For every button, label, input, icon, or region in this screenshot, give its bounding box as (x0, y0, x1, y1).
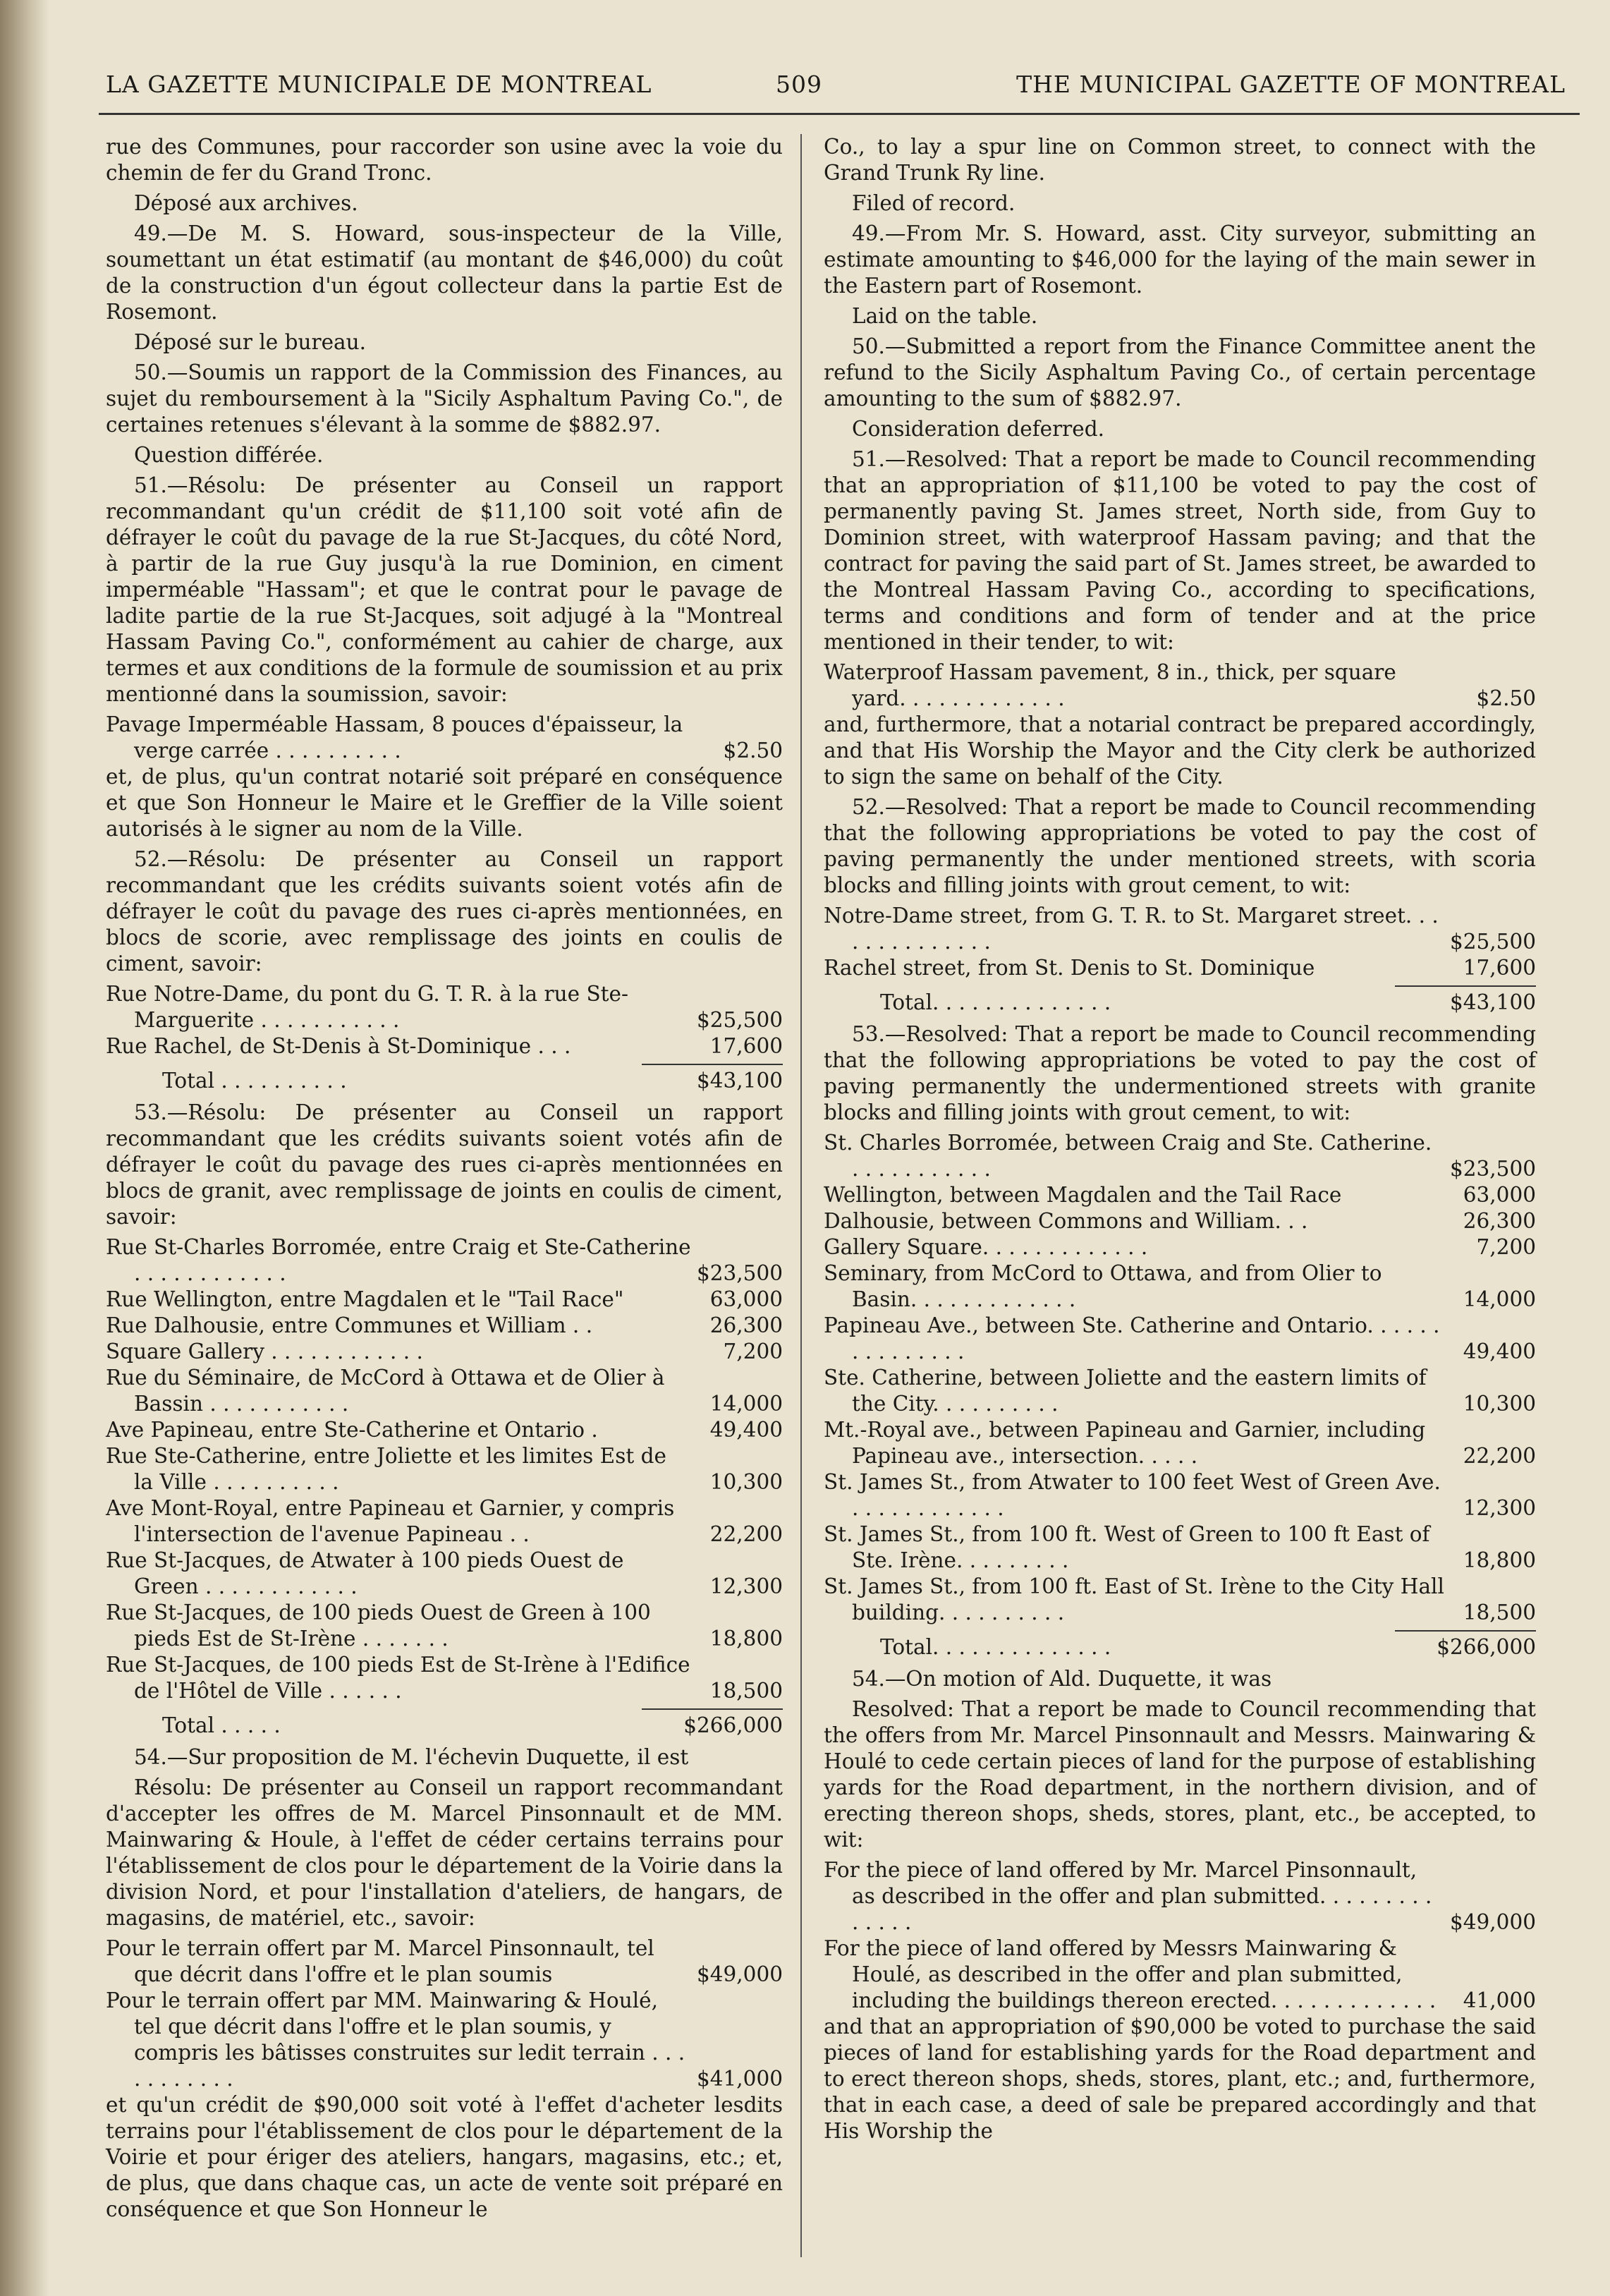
list-item: Wellington, between Magdalen and the Tail Race 63,000 (824, 1183, 1536, 1207)
paragraph: Déposé aux archives. (134, 191, 358, 215)
column-divider (800, 134, 802, 2257)
paragraph: Resolved: That a report be made to Council recommending that the offers from Mr. Marcel Pinsonnault and Messrs. Mainwaring & Houlé to cede certain pieces of land for the purpose of establishing yards for the Road department, in the northern division, and of erecting thereon shops, sheds, stores, plant, etc., be accepted, to wit: (824, 1697, 1536, 1852)
list-item: Rue Notre-Dame, du pont du G. T. R. à la rue Ste-Marguerite . . . . . . . . . . . $25,500 (106, 982, 783, 1032)
paragraph: 49.—De M. S. Howard, sous-inspecteur de la Ville, soumettant un état estimatif (au montant de $46,000) du coût de la construction d'un égout collecteur dans la partie Est de Rosemont. (106, 221, 783, 324)
list-item: Ste. Catherine, between Joliette and the eastern limits of the City. . . . . . . . . . 10,300 (824, 1366, 1536, 1416)
list-item: Pour le terrain offert par MM. Mainwaring & Houlé, tel que décrit dans l'offre et le plan soumis, y compris les bâtisses construites sur ledit terrain . . . . . . . . . . . $41,000 (106, 1988, 783, 2091)
page-number: 509 (776, 71, 822, 98)
english-column (824, 134, 1536, 2149)
list-item: Rue Dalhousie, entre Communes et William . . 26,300 (106, 1313, 783, 1337)
list-item: Rue St-Jacques, de 100 pieds Est de St-Irène à l'Edifice de l'Hôtel de Ville . . . . . . 18,500 (106, 1653, 783, 1703)
list-item: For the piece of land offered by Mr. Marcel Pinsonnault, as described in the offer and plan submitted. . . . . . . . . . . . . . $49,000 (824, 1858, 1536, 1934)
appropriation-list (106, 1234, 783, 1704)
paragraph: 51.—Resolved: That a report be made to Council recommending that an appropriation of $11,100 be voted to pay the cost of permanently paving St. James street, North side, from Guy to Dominion street, with waterproof Hassam paving; and that the contract for paving the said part of St. James street, be awarded to the Montreal Hassam Paving Co., according to specifications, terms and conditions and form of tender and at the price mentioned in their tender, to wit: (824, 447, 1536, 654)
list-item: Gallery Square. . . . . . . . . . . . . 7,200 (824, 1235, 1536, 1259)
paragraph: rue des Communes, pour raccorder son usine avec la voie du chemin de fer du Grand Tronc. (106, 135, 783, 185)
list-item: Rue St-Charles Borromée, entre Craig et Ste-Catherine . . . . . . . . . . . . $23,500 (106, 1235, 783, 1285)
paragraph: 52.—Résolu: De présenter au Conseil un rapport recommandant que les crédits suivants soient votés afin de défrayer le coût du pavage des rues ci-après mentionnées, en blocs de scorie, avec remplissage des joints en coulis de ciment, savoir: (106, 847, 783, 976)
list-item: Notre-Dame street, from G. T. R. to St. Margaret street. . . . . . . . . . . . . . $25,500 (824, 904, 1536, 954)
paragraph: Laid on the table. (852, 304, 1038, 328)
list-item: Rue Ste-Catherine, entre Joliette et les limites Est de la Ville . . . . . . . . . . 10,300 (106, 1444, 783, 1494)
header-rule (99, 113, 1580, 115)
paragraph: Filed of record. (852, 191, 1016, 215)
paragraph: 54.—On motion of Ald. Duquette, it was (852, 1667, 1272, 1691)
list-item: Waterproof Hassam pavement, 8 in., thick, per square yard. . . . . . . . . . . . . $2.50 (824, 660, 1536, 710)
appropriation-list (824, 1130, 1536, 1626)
list-item: Ave Papineau, entre Ste-Catherine et Ontario . 49,400 (106, 1418, 783, 1442)
gazette-page (63, 56, 1580, 2271)
sum-rule (642, 1708, 783, 1710)
french-column (106, 134, 783, 2227)
header-english-title: THE MUNICIPAL GAZETTE OF MONTREAL (1016, 71, 1566, 98)
paragraph: 50.—Submitted a report from the Finance Committee anent the refund to the Sicily Asphaltum Paving Co., of certain percentage amounting to the sum of $882.97. (824, 334, 1536, 411)
total-row: Total. . . . . . . . . . . . . . $43,100 (880, 990, 1536, 1014)
page-header (63, 56, 1580, 106)
total-row: Total. . . . . . . . . . . . . . $266,000 (880, 1635, 1536, 1659)
list-item: St. James St., from 100 ft. East of St. Irène to the City Hall building. . . . . . . . . . 18,500 (824, 1574, 1536, 1624)
paragraph: 50.—Soumis un rapport de la Commission des Finances, au sujet du remboursement à la "Sicily Asphaltum Paving Co.", de certaines retenues s'élevant à la somme de $882.97. (106, 360, 783, 437)
list-item: Papineau Ave., between Ste. Catherine and Ontario. . . . . . . . . . . . . . . 49,400 (824, 1313, 1536, 1363)
paragraph: 51.—Résolu: De présenter au Conseil un rapport recommandant qu'un crédit de $11,100 soit voté afin de défrayer le coût du pavage de la rue St-Jacques, du côté Nord, à partir de la rue Guy jusqu'à la rue Dominion, en ciment imperméable "Hassam"; et que le contrat pour le pavage de ladite partie de la rue St-Jacques, soit adjugé à la "Montreal Hassam Paving Co.", conformément au cahier de charge, aux termes et aux conditions de la formule de soumission et au prix mentionné dans la soumission, savoir: (106, 473, 783, 706)
paragraph: 53.—Résolu: De présenter au Conseil un rapport recommandant que les crédits suivants soient votés afin de défrayer le coût du pavage des rues ci-après mentionnées en blocs de granit, avec remplissage de joints en coulis de ciment, savoir: (106, 1100, 783, 1229)
sum-rule (642, 1064, 783, 1065)
header-french-title: LA GAZETTE MUNICIPALE DE MONTREAL (106, 71, 652, 98)
paragraph: 52.—Resolved: That a report be made to Council recommending that the following appropriations be voted to pay the cost of paving permanently the under mentioned streets, with scoria blocks and filling joints with grout cement, to wit: (824, 795, 1536, 897)
list-item: Seminary, from McCord to Ottawa, and from Olier to Basin. . . . . . . . . . . . . 14,000 (824, 1261, 1536, 1311)
list-item: Dalhousie, between Commons and William. . . 26,300 (824, 1209, 1536, 1233)
list-item: Rue Rachel, de St-Denis à St-Dominique . . . 17,600 (106, 1034, 783, 1058)
list-item: Mt.-Royal ave., between Papineau and Garnier, including Papineau ave., intersection. . . . . 22,200 (824, 1418, 1536, 1468)
paragraph: and that an appropriation of $90,000 be voted to purchase the said pieces of land for establishing yards for the Road department and to erect thereon shops, sheds, stores, plant, etc.; and, furthermore, that in each case, a deed of sale be prepared accordingly and that His Worship the (824, 2015, 1536, 2143)
sum-rule (1395, 1630, 1536, 1632)
paragraph: et, de plus, qu'un contrat notarié soit préparé en conséquence et que Son Honneur le Maire et le Greffier de la Ville soient autorisés à le signer au nom de la Ville. (106, 765, 783, 841)
book-spine-shadow (0, 0, 49, 2296)
paragraph: Consideration deferred. (852, 417, 1105, 441)
paragraph: 54.—Sur proposition de M. l'échevin Duquette, il est (134, 1745, 689, 1769)
list-item: Pour le terrain offert par M. Marcel Pinsonnault, tel que décrit dans l'offre et le plan soumis $49,000 (106, 1936, 783, 1986)
paragraph: 53.—Resolved: That a report be made to Council recommending that the following appropriations be voted to pay the cost of paving permanently the undermentioned streets with granite blocks and filling joints with grout cement, to wit: (824, 1022, 1536, 1124)
paragraph: 49.—From Mr. S. Howard, asst. City surveyor, submitting an estimate amounting to $46,000 for the laying of the main sewer in the Eastern part of Rosemont. (824, 221, 1536, 298)
list-item: Pavage Imperméable Hassam, 8 pouces d'épaisseur, la verge carrée . . . . . . . . . . $2.50 (106, 712, 783, 763)
list-item: Rue Wellington, entre Magdalen et le "Tail Race" 63,000 (106, 1287, 783, 1311)
list-item: Rue St-Jacques, de Atwater à 100 pieds Ouest de Green . . . . . . . . . . . . 12,300 (106, 1548, 783, 1598)
list-item: Rue St-Jacques, de 100 pieds Ouest de Green à 100 pieds Est de St-Irène . . . . . . . 18,800 (106, 1600, 783, 1651)
paragraph: Co., to lay a spur line on Common street, to connect with the Grand Trunk Ry line. (824, 135, 1536, 185)
paragraph: Déposé sur le bureau. (134, 330, 367, 354)
list-item: St. James St., from 100 ft. West of Green to 100 ft East of Ste. Irène. . . . . . . . . 18,800 (824, 1522, 1536, 1572)
list-item: For the piece of land offered by Messrs Mainwaring & Houlé, as described in the offer and plan submitted, including the buildings thereon erected. . . . . . . . . . . . . 41,000 (824, 1936, 1536, 2012)
list-item: St. James St., from Atwater to 100 feet West of Green Ave. . . . . . . . . . . . . 12,300 (824, 1470, 1536, 1520)
paragraph: Question différée. (134, 443, 324, 467)
total-row: Total . . . . . $266,000 (162, 1713, 783, 1737)
total-row: Total . . . . . . . . . . $43,100 (162, 1069, 783, 1093)
paragraph: Résolu: De présenter au Conseil un rapport recommandant d'accepter les offres de M. Marcel Pinsonnault et de MM. Mainwaring & Houle, à l'effet de céder certains terrains pour l'établissement de clos pour le département de la Voirie dans la division Nord, et pour l'installation d'ateliers, de hangars, de magasins, de matériel, etc., savoir: (106, 1775, 783, 1930)
paragraph: et qu'un crédit de $90,000 soit voté à l'effet d'acheter lesdits terrains pour l'établissement de clos pour le département de la Voirie et pour ériger des ateliers, hangars, magasins, etc.; et, de plus, que dans chaque cas, un acte de vente soit préparé en conséquence et que Son Honneur le (106, 2093, 783, 2221)
list-item: Ave Mont-Royal, entre Papineau et Garnier, y compris l'intersection de l'avenue Papineau . . 22,200 (106, 1496, 783, 1546)
paragraph: and, furthermore, that a notarial contract be prepared accordingly, and that His Worship the Mayor and the City clerk be authorized to sign the same on behalf of the City. (824, 712, 1536, 789)
list-item: Rue du Séminaire, de McCord à Ottawa et de Olier à Bassin . . . . . . . . . . . 14,000 (106, 1366, 783, 1416)
sum-rule (1395, 985, 1536, 987)
list-item: St. Charles Borromée, between Craig and Ste. Catherine. . . . . . . . . . . . $23,500 (824, 1131, 1536, 1181)
list-item: Rachel street, from St. Denis to St. Dominique 17,600 (824, 956, 1536, 980)
list-item: Square Gallery . . . . . . . . . . . . 7,200 (106, 1340, 783, 1363)
